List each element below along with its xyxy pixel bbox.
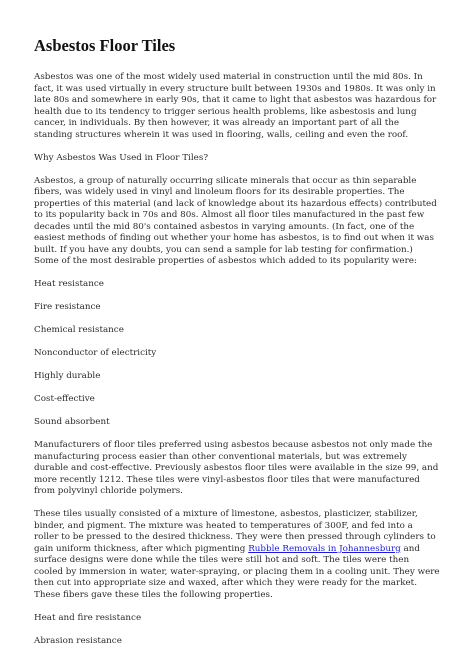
minerals-paragraph: Asbestos, a group of naturally occurring silicate minerals that occur as thin separable fibers, was widely used in vinyl and linoleum floors for its desirable properties. The properties of this material (and lack of knowledge about its hazardous effects) contributed to its popularity back in 70s and 80s. Almost all floor tiles manufactured in the past few decades until the mid 80's contained asbestos in varying amounts. (In fact, one of the easiest methods of finding out whether your home has asbestos, is to find out when it was built. If you have any doubts, you can send a sample for lab testing for confirmation.) Some of the most desirable properties of asbestos which added to its popularity were: bbox=[34, 175, 437, 266]
mixture-text-after: and surface designs were done while the tiles were still hot and soft. The tiles were then cooled by immersion in water, water-spraying, or placing them in a cooling unit. They were then cut into appropriate size and waxed, after which they were ready for the market. These fibers gave these tiles the following properties. bbox=[34, 543, 440, 600]
mixture-text-before: These tiles usually consisted of a mixture of limestone, asbestos, plasticizer, stabilizer, binder, and pigment. The mixture was heated to temperatures of 300F, and fed into a roller to be pressed to the desired thickness. They were then pressed through cylinders to gain uniform thickness, after which pigmenting bbox=[34, 509, 436, 554]
manufacturers-paragraph: Manufacturers of floor tiles preferred using asbestos because asbestos not only made the manufacturing process easier than other conventional materials, but was extremely durable and cost-effective. Previously asbestos floor tiles were available in the size 99, and more recently 1212. These tiles were vinyl-asbestos floor tiles that were manufactured from polyvinyl chloride polymers. bbox=[34, 440, 439, 496]
list-item: Sound absorbent bbox=[34, 417, 110, 427]
tile-properties-list bbox=[34, 613, 440, 648]
properties-list bbox=[34, 279, 440, 429]
list-item: Fire resistance bbox=[34, 302, 101, 312]
section-question: Why Asbestos Was Used in Floor Tiles? bbox=[34, 152, 209, 163]
list-item: Heat resistance bbox=[34, 279, 104, 289]
intro-paragraph: Asbestos was one of the most widely used material in construction until the mid 80s. In fact, it was used virtually in every structure built between 1930s and 1980s. It was only in late 80s and somewhere in early 90s, that it came to light that asbestos was hazardous for health due to its tendency to trigger serious health problems, like asbestosis and lung cancer, in individuals. By then however, it was already an important part of all the standing structures wherein it was used in flooring, walls, ceiling and even the roof. bbox=[34, 72, 437, 140]
article-body bbox=[34, 72, 440, 647]
list-item: Heat and fire resistance bbox=[34, 612, 142, 623]
list-item: Nonconductor of electricity bbox=[34, 348, 157, 358]
list-item: Highly durable bbox=[34, 371, 101, 381]
list-item: Chemical resistance bbox=[34, 325, 124, 335]
list-item: Cost-effective bbox=[34, 394, 95, 404]
page-title: Asbestos Floor Tiles bbox=[34, 36, 176, 55]
rubble-removals-link[interactable]: Rubble Removals in Johannesburg bbox=[248, 543, 401, 554]
mixture-paragraph bbox=[34, 509, 440, 601]
list-item: Abrasion resistance bbox=[34, 635, 122, 646]
